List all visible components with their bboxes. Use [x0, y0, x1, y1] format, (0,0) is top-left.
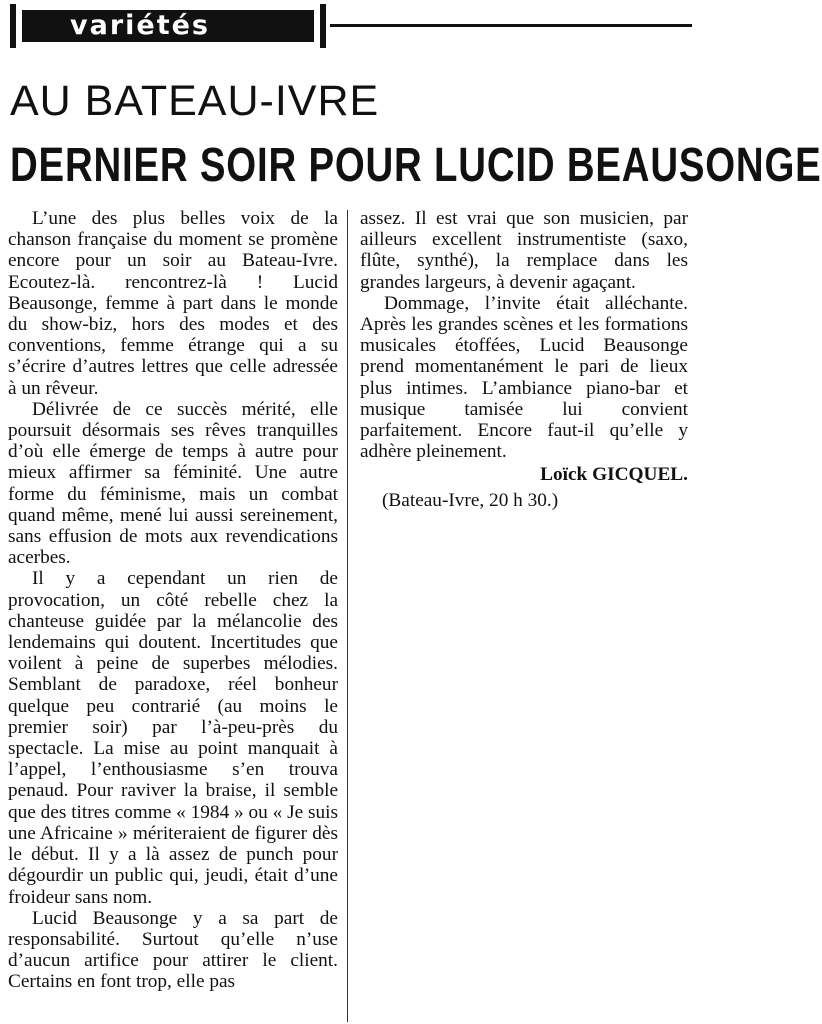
paragraph: Délivrée de ce succès mérité, elle poursuit désormais ses rêves tranquilles d’où elle émerge de temps à autre pour mieux affirmer sa féminité. Une autre forme du féminisme, mais un combat quand même, mené lui aussi sereinement, sans effusion de mots aux revendications acerbes.: [8, 398, 338, 569]
column-divider: [347, 210, 348, 1022]
paragraph: L’une des plus belles voix de la chanson française du moment se promène encore pour un soir au Bateau-Ivre. Ecoutez-là. rencontrez-là ! Lucid Beausonge, femme à part dans le monde du show-biz, hors des modes et des conventions, femme étrange qui a su s’écrire d’autres lettres que celle adressée à un rêveur.: [8, 208, 338, 399]
paragraph: Il y a cependant un rien de provocation, un côté rebelle chez la chanteuse guidée par la mélancolie des lendemains qui doutent. Incertitudes que voilent à peine de superbes mélodies. Semblant de paradoxe, réel bonheur quelque peu contrarié (au moins le premier soir) par l’à-peu-près du spectacle. La mise au point manquait à l’appel, l’enthousiasme s’en trouva penaud. Pour raviver la braise, il semble que des titres comme « 1984 » ou « Je suis une Africaine » mériteraient de figurer dès le début. Il y a là assez de punch pour dégourdir un public qui, jeudi, était d’une froideur sans nom.: [8, 568, 338, 908]
rubric-banner: [10, 4, 326, 48]
rubric-label: variétés: [22, 10, 314, 42]
author-signature: Loïck GICQUEL.: [540, 464, 688, 486]
headline: DERNIER SOIR POUR LUCID BEAUSONGE: [10, 139, 822, 192]
venue-info: (Bateau-Ivre, 20 h 30.): [382, 489, 559, 511]
article-column-2: [360, 208, 688, 511]
paragraph: Lucid Beausonge y a sa part de responsabilité. Surtout qu’elle n’use d’aucun artifice pour attirer le client. Certains en font trop, elle pas: [8, 907, 338, 993]
paragraph-continued: assez. Il est vrai que son musicien, par ailleurs excellent instrumentiste (saxo, flûte, synthé), la remplace dans les grandes largeurs, à devenir agaçant.: [360, 208, 688, 293]
kicker: AU BATEAU-IVRE: [10, 77, 380, 125]
paragraph: Dommage, l’invite était alléchante. Après les grandes scènes et les formations musicales étoffées, Lucid Beausonge prend momentanément le pari de lieux plus intimes. L’ambiance piano-bar et musique tamisée lui convient parfaitement. Encore faut-il qu’elle y adhère pleinement.: [360, 292, 688, 463]
article-column-1: [8, 208, 338, 993]
rubric-rule: [330, 24, 692, 27]
